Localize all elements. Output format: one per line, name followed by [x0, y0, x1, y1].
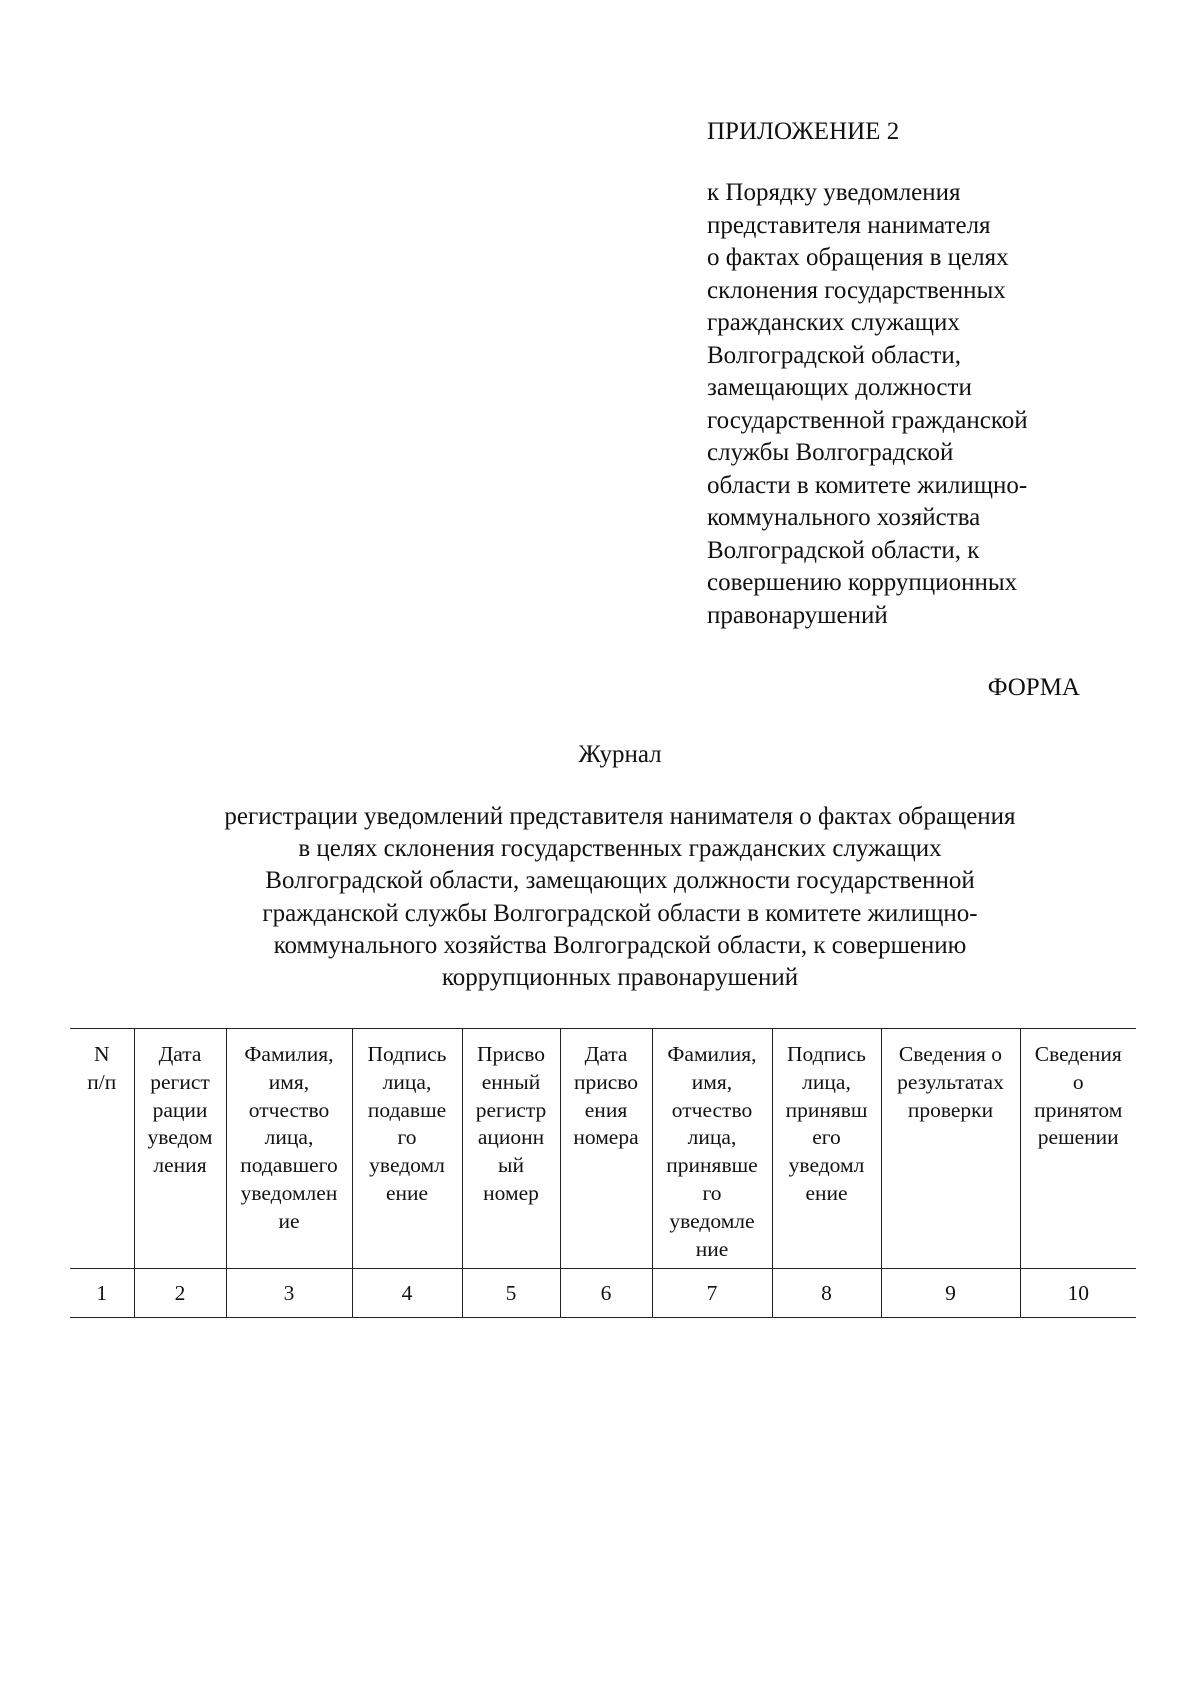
- column-header-line: номер: [483, 1180, 539, 1205]
- column-header-line: ие: [278, 1208, 300, 1233]
- column-header: [462, 1029, 560, 1269]
- column-number: 4: [352, 1269, 462, 1318]
- column-header: [352, 1029, 462, 1269]
- column-header: [134, 1029, 226, 1269]
- subtitle-line: в целях склонения государственных гражданских служащих: [298, 835, 942, 863]
- column-header-line: отчество: [671, 1097, 753, 1122]
- appendix-line: государственной гражданской: [707, 406, 1028, 434]
- column-header-line: енный: [481, 1069, 541, 1094]
- column-header-line: рации: [152, 1097, 208, 1122]
- column-header-line: Фамилия,: [244, 1042, 334, 1066]
- table-header-row: [70, 1029, 1136, 1269]
- journal-table: [70, 1028, 1136, 1318]
- column-header: [560, 1029, 652, 1269]
- subtitle-line: коммунального хозяйства Волгоградской области, к совершению: [273, 931, 967, 959]
- column-number: 1: [70, 1269, 134, 1318]
- appendix-reference: [707, 177, 1107, 632]
- column-number: 8: [772, 1269, 881, 1318]
- column-number: 7: [652, 1269, 772, 1318]
- journal-subtitle: [100, 801, 1140, 994]
- column-header-line: Дата: [584, 1042, 628, 1066]
- subtitle-line: гражданской службы Волгоградской области в комитете жилищно-: [262, 899, 978, 927]
- column-header-line: Сведения о: [898, 1042, 1003, 1066]
- column-number: 2: [134, 1269, 226, 1318]
- column-header-line: уведомл: [369, 1153, 445, 1178]
- appendix-line: Волгоградской области, к: [707, 536, 980, 564]
- column-header-line: подавше: [367, 1097, 447, 1122]
- column-header-line: имя,: [268, 1069, 310, 1094]
- column-header-line: ения: [584, 1097, 628, 1122]
- column-header-line: Сведения: [1034, 1042, 1122, 1066]
- column-header-line: подавшего: [240, 1153, 338, 1178]
- column-header-line: регистр: [475, 1097, 547, 1122]
- appendix-line: к Порядку уведомления: [707, 179, 961, 206]
- appendix-title: ПРИЛОЖЕНИЕ 2: [707, 118, 900, 145]
- column-header: [772, 1029, 881, 1269]
- column-header-line: ый: [498, 1153, 524, 1178]
- column-header-line: принятом: [1034, 1097, 1123, 1122]
- column-header-line: уведомл: [788, 1153, 865, 1178]
- column-header-line: Подпись: [367, 1042, 447, 1066]
- column-header-line: номера: [573, 1125, 639, 1150]
- appendix-block: [707, 116, 1107, 632]
- column-header-line: имя,: [691, 1069, 733, 1094]
- appendix-line: замещающих должности: [707, 374, 972, 401]
- subtitle-line: Волгоградской области, замещающих должности государственной: [265, 867, 975, 895]
- column-header-line: N: [93, 1042, 110, 1066]
- column-number: 5: [462, 1269, 560, 1318]
- column-header-line: уведомле: [669, 1208, 755, 1233]
- column-header-line: уведом: [147, 1125, 213, 1150]
- column-header: [226, 1029, 352, 1269]
- appendix-line: представителя нанимателя: [707, 211, 991, 239]
- table-number-row: [70, 1269, 1136, 1318]
- column-header-line: ение: [385, 1180, 429, 1205]
- journal-title: Журнал: [578, 741, 662, 768]
- appendix-line: совершению коррупционных: [707, 569, 1018, 596]
- column-number: 3: [226, 1269, 352, 1318]
- column-number: 6: [560, 1269, 652, 1318]
- appendix-line: правонарушений: [707, 601, 888, 629]
- form-label: ФОРМА: [987, 674, 1080, 701]
- column-header-line: о: [1072, 1069, 1084, 1094]
- column-header-line: го: [397, 1125, 417, 1150]
- column-header-line: результатах: [897, 1069, 1004, 1094]
- column-header: [652, 1029, 772, 1269]
- column-header-line: уведомлен: [240, 1180, 338, 1205]
- subtitle-line: коррупционных правонарушений: [441, 964, 799, 992]
- column-header: [1020, 1029, 1136, 1269]
- column-header-line: принявше: [666, 1153, 758, 1178]
- column-header-line: отчество: [248, 1097, 330, 1122]
- column-header-line: лица,: [687, 1125, 737, 1150]
- column-header-line: ационн: [477, 1125, 545, 1150]
- column-header-line: лица,: [382, 1069, 432, 1094]
- appendix-line: о фактах обращения в целях: [707, 244, 1009, 271]
- column-number: 9: [881, 1269, 1020, 1318]
- column-header-line: его: [812, 1125, 841, 1150]
- appendix-line: коммунального хозяйства: [707, 504, 981, 531]
- appendix-line: Волгоградской области,: [707, 341, 961, 369]
- appendix-line: области в комитете жилищно-: [707, 471, 1028, 499]
- column-header-line: го: [702, 1180, 722, 1205]
- column-header-line: ение: [805, 1180, 848, 1205]
- appendix-line: гражданских служащих: [707, 309, 960, 336]
- column-number: 10: [1020, 1269, 1136, 1318]
- column-header-line: ние: [695, 1236, 729, 1261]
- column-header-line: принявш: [785, 1097, 868, 1122]
- column-header-line: лица,: [264, 1125, 314, 1150]
- column-header-line: п/п: [87, 1069, 117, 1094]
- column-header-line: присво: [573, 1069, 639, 1094]
- appendix-line: склонения государственных: [707, 276, 1006, 304]
- column-header-line: лица,: [802, 1069, 851, 1094]
- column-header: [70, 1029, 134, 1269]
- column-header: [881, 1029, 1020, 1269]
- column-header-line: Присво: [476, 1042, 546, 1066]
- column-header-line: Подпись: [787, 1042, 866, 1066]
- column-header-line: ления: [153, 1153, 207, 1178]
- column-header-line: Фамилия,: [667, 1042, 757, 1066]
- column-header-line: Дата: [158, 1042, 202, 1066]
- appendix-line: службы Волгоградской: [707, 439, 954, 466]
- column-header-line: регист: [150, 1069, 210, 1094]
- column-header-line: решении: [1037, 1125, 1119, 1150]
- column-header-line: проверки: [907, 1097, 994, 1122]
- subtitle-line: регистрации уведомлений представителя нанимателя о фактах обращения: [224, 803, 1016, 830]
